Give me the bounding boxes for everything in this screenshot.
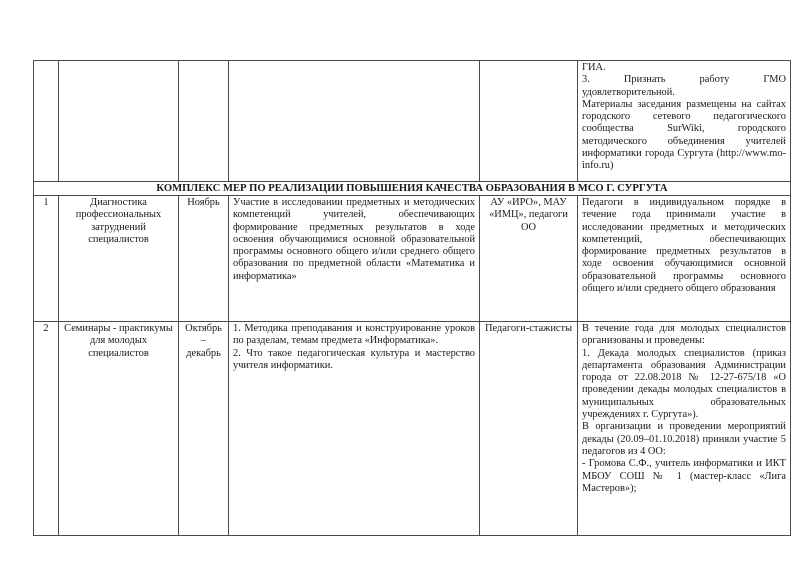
period-line: декабрь <box>186 347 221 359</box>
result-line: 3. Признать работу ГМО удовлетворительной. <box>582 74 786 98</box>
cell-participants <box>480 61 578 182</box>
cell-participants: АУ «ИРО», МАУ «ИМЦ», педагоги ОО <box>480 196 578 322</box>
result-line: ГИА. <box>582 62 606 73</box>
cell-result: Педагоги в индивидуальном порядке в течение года принимали участие в исследовании предметных и методических компетенций, обеспечивающих формирование предметных результатов в ходе освоения обучающимися основной образовательной программы основного общего и/или среднего общего образования <box>578 196 791 322</box>
period-line: – <box>200 335 207 347</box>
cell-topic: Диагностика профессиональных затруднений специалистов <box>59 196 179 322</box>
content-line: 2. Что такое педагогическая культура и мастерство учителя информатики. <box>233 347 475 371</box>
content-line: 1. Методика преподавания и конструирование уроков по разделам, темам предмета «Информатика». <box>233 323 475 347</box>
result-line: Материалы заседания размещены на сайтах городского сетевого педагогического сообщества SurWiki, городского методического объединения учителей информатики города Сургута (http://www.mo-info.ru) <box>582 98 786 172</box>
measures-table <box>33 60 791 536</box>
section-heading: КОМПЛЕКС МЕР ПО РЕАЛИЗАЦИИ ПОВЫШЕНИЯ КАЧЕСТВА ОБРАЗОВАНИЯ В МСО Г. СУРГУТА <box>34 182 791 196</box>
result-line: - Громова С.Ф., учитель информатики и ИКТ МБОУ СОШ № 1 (мастер-класс «Лига Мастеров»); <box>582 458 786 494</box>
cell-topic <box>59 61 179 182</box>
cell-period <box>179 61 229 182</box>
result-line: В организации и проведении мероприятий декады (20.09–01.10.2018) приняли участие 5 педагогов из 4 ОО: <box>582 421 786 457</box>
result-line: В течение года для молодых специалистов организованы и проведены: <box>582 323 786 347</box>
cell-content: Участие в исследовании предметных и методических компетенций учителей, обеспечивающих формирование предметных результатов в ходе освоения обучающимися основной образовательной программы основного общего и/или среднего общего образования по предметной области «Математика и информатика» <box>229 196 480 322</box>
cell-num <box>34 61 59 182</box>
table-row-continued <box>34 61 791 182</box>
cell-participants: Педагоги-стажисты <box>480 322 578 536</box>
cell-content <box>229 322 480 536</box>
period-line: Октябрь <box>185 323 222 334</box>
cell-period: Ноябрь <box>179 196 229 322</box>
cell-result <box>578 61 791 182</box>
cell-topic: Семинары - практикумы для молодых специалистов <box>59 322 179 536</box>
cell-result <box>578 322 791 536</box>
cell-period <box>179 322 229 536</box>
cell-content <box>229 61 480 182</box>
cell-num: 1 <box>34 196 59 322</box>
table-row <box>34 322 791 536</box>
cell-num: 2 <box>34 322 59 536</box>
table-row <box>34 196 791 322</box>
section-heading-row <box>34 182 791 196</box>
result-line: 1. Декада молодых специалистов (приказ департамента образования Администрации города от 22.08.2018 № 12-27-675/18 «О проведении декады молодых специалистов в муниципальных образовательных учреждениях г. Сургута»). <box>582 347 786 421</box>
